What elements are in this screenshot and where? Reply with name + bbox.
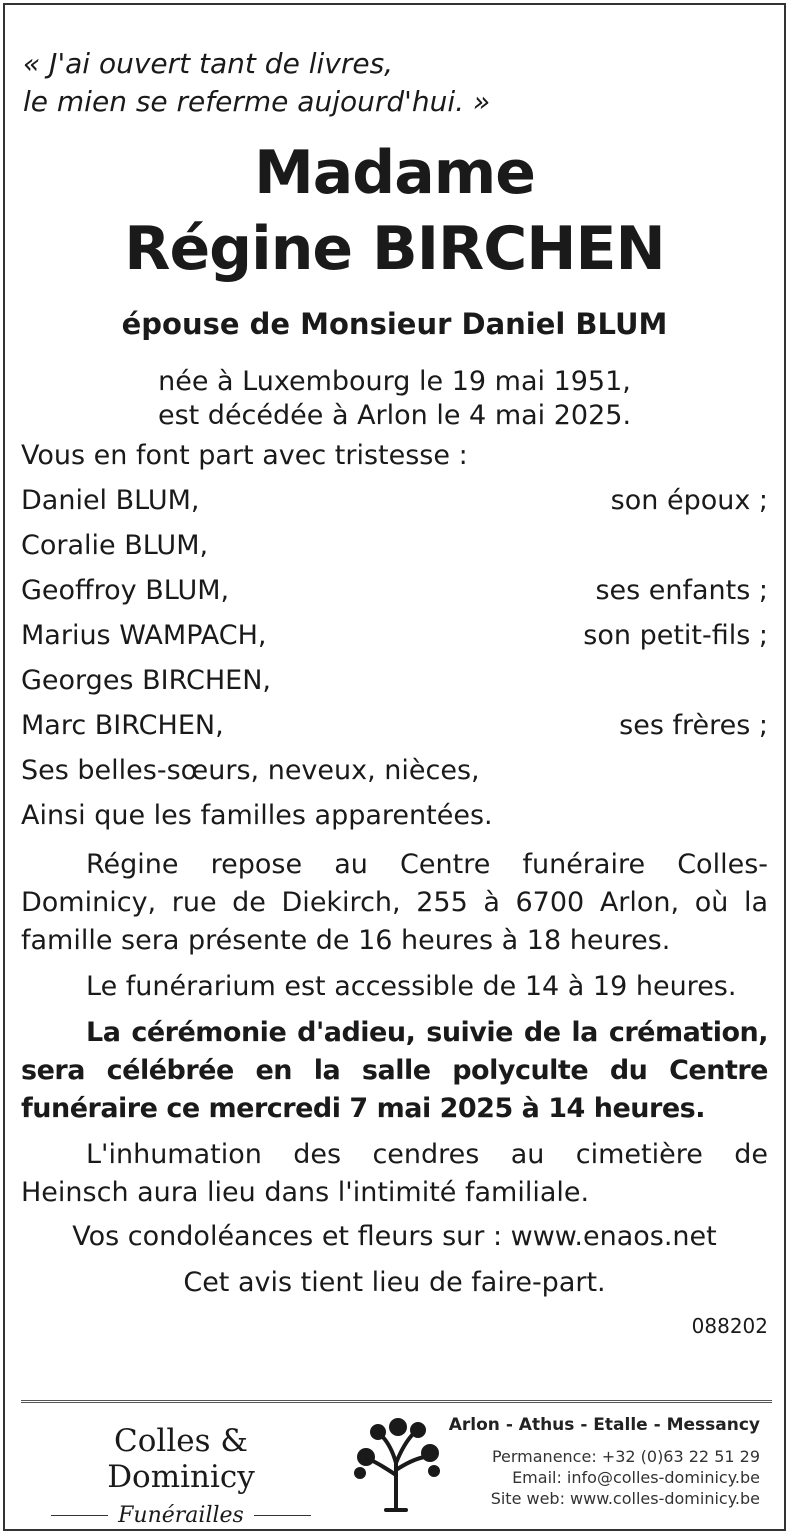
deceased-name: Régine BIRCHEN (124, 214, 665, 284)
quote-line-2: le mien se referme aujourd'hui. » (23, 85, 491, 118)
notice-line: Cet avis tient lieu de faire-part. (183, 1267, 606, 1298)
family-row (21, 613, 768, 658)
family-row (21, 523, 768, 568)
access-paragraph: Le funérarium est accessible de 14 à 19 heures. (86, 971, 737, 1002)
family-name: Geoffroy BLUM, (21, 575, 230, 606)
tree-icon (346, 1415, 446, 1515)
deceased-title: Madame (254, 138, 535, 208)
family-name: Georges BIRCHEN, (21, 665, 271, 696)
contact-block (449, 1415, 760, 1509)
spouse-line: épouse de Monsieur Daniel BLUM (121, 307, 668, 341)
notice-content (21, 45, 768, 1338)
locations: Arlon - Athus - Etalle - Messancy (448, 1415, 760, 1435)
death-line: est décédée à Arlon le 4 mai 2025. (157, 400, 632, 431)
divider (51, 1515, 108, 1516)
repose-paragraph: Régine repose au Centre funéraire Colles-Dominicy, rue de Diekirch, 255 à 6700 Arlon, où la famille sera présente de 16 heures à 18 heures. (21, 849, 768, 956)
brand-name: Colles & Dominicy (107, 1423, 255, 1495)
funeral-home-footer (21, 1400, 772, 1528)
burial-paragraph: L'inhumation des cendres au cimetière de Heinsch aura lieu dans l'intimité familiale. (21, 1139, 768, 1208)
website-line: Site web: www.colles-dominicy.be (490, 1489, 760, 1508)
funeral-home-logo (41, 1423, 321, 1528)
family-row (21, 658, 768, 703)
divider (254, 1515, 311, 1516)
extended-family-line: Ses belles-sœurs, neveux, nièces, (21, 755, 480, 786)
family-row (21, 478, 768, 523)
obituary-notice (3, 3, 786, 1531)
deceased-heading (21, 135, 768, 287)
family-name: Daniel BLUM, (21, 485, 200, 516)
condolences-line: Vos condoléances et fleurs sur : www.enaos.net (72, 1221, 717, 1252)
phone-line: Permanence: +32 (0)63 22 51 29 (491, 1447, 760, 1466)
family-name: Marius WAMPACH, (21, 620, 267, 651)
email-line: Email: info@colles-dominicy.be (512, 1468, 760, 1487)
family-relation: son époux ; (610, 485, 768, 516)
family-relation: ses frères ; (619, 710, 768, 741)
extended-family-line: Ainsi que les familles apparentées. (21, 800, 493, 831)
family-row (21, 568, 768, 613)
family-name: Coralie BLUM, (21, 530, 209, 561)
family-row (21, 703, 768, 748)
announcement-intro: Vous en font part avec tristesse : (21, 440, 468, 471)
family-relation: ses enfants ; (595, 575, 768, 606)
family-name: Marc BIRCHEN, (21, 710, 224, 741)
quote-line-1: « J'ai ouvert tant de livres, (23, 47, 394, 80)
life-dates (21, 365, 768, 433)
birth-line: née à Luxembourg le 19 mai 1951, (158, 366, 631, 397)
epigraph-quote (23, 45, 768, 121)
brand-subtitle-row (41, 1503, 321, 1528)
brand-subtitle: Funérailles (118, 1503, 244, 1528)
family-relation: son petit-fils ; (583, 620, 768, 651)
family-list (21, 478, 768, 838)
ceremony-paragraph: La cérémonie d'adieu, suivie de la crémation, sera célébrée en la salle polyculte du Centre funéraire ce mercredi 7 mai 2025 à 14 heures. (21, 1017, 768, 1124)
reference-number: 088202 (691, 1314, 768, 1338)
